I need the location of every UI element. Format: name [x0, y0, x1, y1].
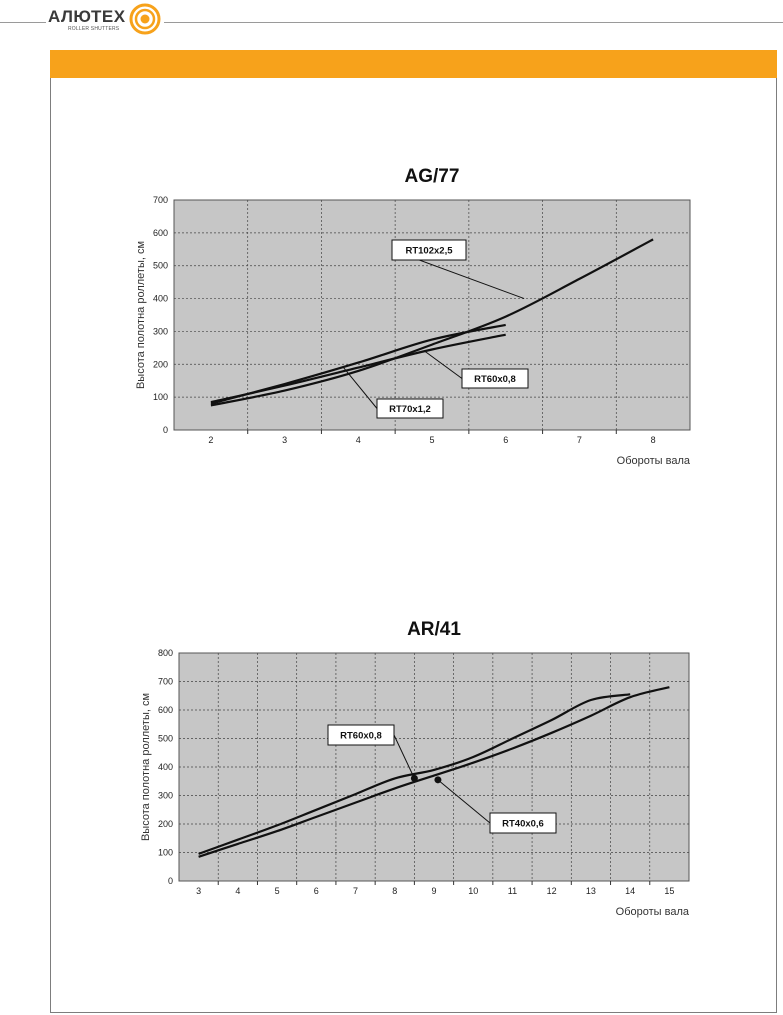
y-tick-label: 400: [157, 762, 173, 772]
logo-swirl-icon: [129, 3, 161, 35]
x-tick-label: 9: [431, 886, 437, 896]
y-tick-label: 500: [157, 733, 173, 744]
x-tick-label: 13: [585, 886, 596, 896]
callout-label: RT60x0,8: [340, 730, 382, 742]
y-tick-label: 600: [152, 227, 168, 238]
brand-tagline: ROLLER SHUTTERS: [68, 26, 120, 32]
y-tick-label: 700: [152, 195, 168, 205]
y-tick-label: 600: [157, 705, 173, 715]
x-tick-label: 3: [282, 435, 288, 445]
y-tick-label: 0: [162, 425, 168, 435]
y-tick-label: 400: [152, 293, 168, 304]
y-tick-label: 0: [167, 876, 173, 886]
x-tick-label: 2: [208, 435, 214, 445]
callout-label: RT40x0,6: [502, 818, 544, 830]
y-tick-label: 200: [157, 819, 173, 829]
callout-label: RT70x1,2: [389, 404, 431, 415]
x-tick-label: 6: [503, 435, 509, 445]
y-tick-label: 300: [157, 790, 173, 801]
chart-ag77: [0, 160, 783, 480]
x-tick-label: 8: [392, 886, 398, 896]
brand-logo: [46, 2, 164, 36]
x-tick-label: 5: [429, 435, 435, 445]
y-tick-label: 700: [157, 676, 173, 687]
x-tick-label: 4: [355, 435, 361, 445]
y-tick-label: 300: [152, 326, 168, 337]
x-axis-title: Обороты вала: [615, 906, 689, 918]
plot-area: [174, 200, 690, 430]
x-tick-label: 12: [546, 886, 557, 896]
x-tick-label: 11: [507, 886, 518, 896]
callout-dot: [411, 775, 418, 782]
x-axis-title: Обороты вала: [616, 455, 690, 467]
x-tick-label: 15: [664, 886, 675, 896]
x-tick-label: 4: [235, 886, 241, 896]
x-tick-label: 5: [274, 886, 280, 896]
y-tick-label: 200: [152, 359, 168, 370]
y-tick-label: 800: [157, 648, 173, 658]
section-header-bar: [50, 50, 777, 78]
chart-ar41: [0, 615, 783, 925]
brand-name: АЛЮТЕХ: [48, 7, 126, 26]
chart-title: AG/77: [404, 166, 460, 187]
x-tick-label: 7: [576, 435, 582, 445]
callout-label: RT102x2,5: [405, 245, 453, 257]
y-axis-title: Высота полотна роллеты, см: [135, 240, 147, 390]
y-tick-label: 100: [157, 847, 173, 858]
y-tick-label: 500: [152, 260, 168, 271]
x-tick-label: 7: [353, 886, 359, 896]
y-tick-label: 100: [152, 392, 168, 403]
x-tick-label: 14: [625, 886, 636, 896]
chart-title: AR/41: [407, 619, 461, 640]
x-tick-label: 6: [313, 886, 319, 896]
callout-dot: [434, 776, 441, 783]
y-axis-title: Высота полотна роллеты, см: [140, 692, 152, 842]
x-tick-label: 10: [468, 886, 479, 896]
x-tick-label: 8: [650, 435, 656, 445]
callout-label: RT60x0,8: [474, 374, 516, 385]
x-tick-label: 3: [196, 886, 202, 896]
